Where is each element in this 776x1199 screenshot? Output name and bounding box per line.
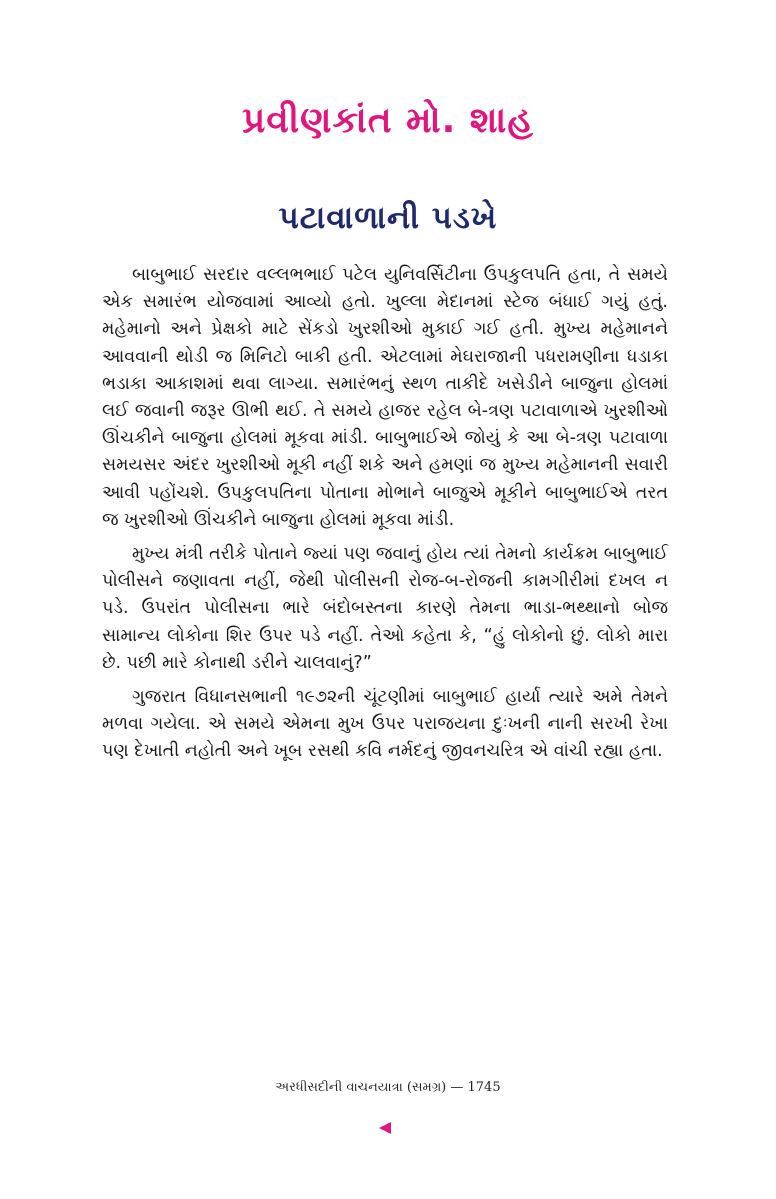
author-name: પ્રવીણકાંત મો. શાહ <box>242 100 534 141</box>
page-footer: અરધીસદીની વાચનયાત્રા (સમગ્ર) — 1745 <box>275 1080 501 1095</box>
previous-page-arrow-icon[interactable] <box>377 1120 393 1136</box>
article-title: પટાવાળાની પડખે <box>278 200 498 236</box>
triangle-left-icon <box>377 1120 393 1136</box>
paragraph: મુખ્ય મંત્રી તરીકે પોતાને જ્યાં પણ જવાનું હોય ત્યાં તેમનો કાર્યક્રમ બાબુભાઈ પોલીસને જણાવતા નહીં, જેથી પોલીસની રોજ-બ-રોજની કામગીરીમાં દખલ ન પડે. ઉપરાંત પોલીસના ભારે બંદોબસ્તના કારણે તેમના ભાડા-ભથ્થાનો બોજ સામાન્ય લોકોના શિર ઉપર પડે નહીં. તેઓ કહેતા કે, “હું લોકોનો છું. લોકો મારા છે. પછી મારે કોનાથી ડરીને ચાલવાનું?” <box>102 544 668 673</box>
article-body <box>102 262 668 773</box>
paragraph: બાબુભાઈ સરદાર વલ્લભભાઈ પટેલ યુનિવર્સિટીના ઉપકુલપતિ હતા, તે સમયે એક સમારંભ યોજવામાં આવ્યો હતો. ખુલ્લા મેદાનમાં સ્ટેજ બંધાઈ ગયું હતું. મહેમાનો અને પ્રેક્ષકો માટે સેંકડો ખુરશીઓ મુકાઈ ગઈ હતી. મુખ્ય મહેમાનને આવવાની થોડી જ મિનિટો બાકી હતી. એટલામાં મેઘરાજાની પધરામણીના ધડાકા ભડાકા આકાશમાં થવા લાગ્યા. સમારંભનું સ્થળ તાકીદે ખસેડીને બાજુના હોલમાં લઈ જવાની જરૂર ઊભી થઈ. તે સમયે હાજર રહેલ બે-ત્રણ પટાવાળાએ ખુરશીઓ ઊંચકીને બાજુના હોલમાં મૂકવા માંડી. બાબુભાઈએ જોયું કે આ બે-ત્રણ પટાવાળા સમયસર અંદર ખુરશીઓ મૂકી નહીં શકે અને હમણાં જ મુખ્ય મહેમાનની સવારી આવી પહોંચશે. ઉપકુલપતિના પોતાના મોભાને બાજુએ મૂકીને બાબુભાઈએ તરત જ ખુરશીઓ ઊંચકીને બાજુના હોલમાં મૂકવા માંડી. <box>102 265 668 530</box>
paragraph: ગુજરાત વિધાનસભાની ૧૯૭૨ની ચૂંટણીમાં બાબુભાઈ હાર્યા ત્યારે અમે તેમને મળવા ગયેલા. એ સમયે એમના મુખ ઉપર પરાજયના દુઃખની નાની સરખી રેખા પણ દેખાતી નહોતી અને ખૂબ રસથી કવિ નર્મદનું જીવનચરિત્ર એ વાંચી રહ્યા હતા. <box>102 687 668 762</box>
